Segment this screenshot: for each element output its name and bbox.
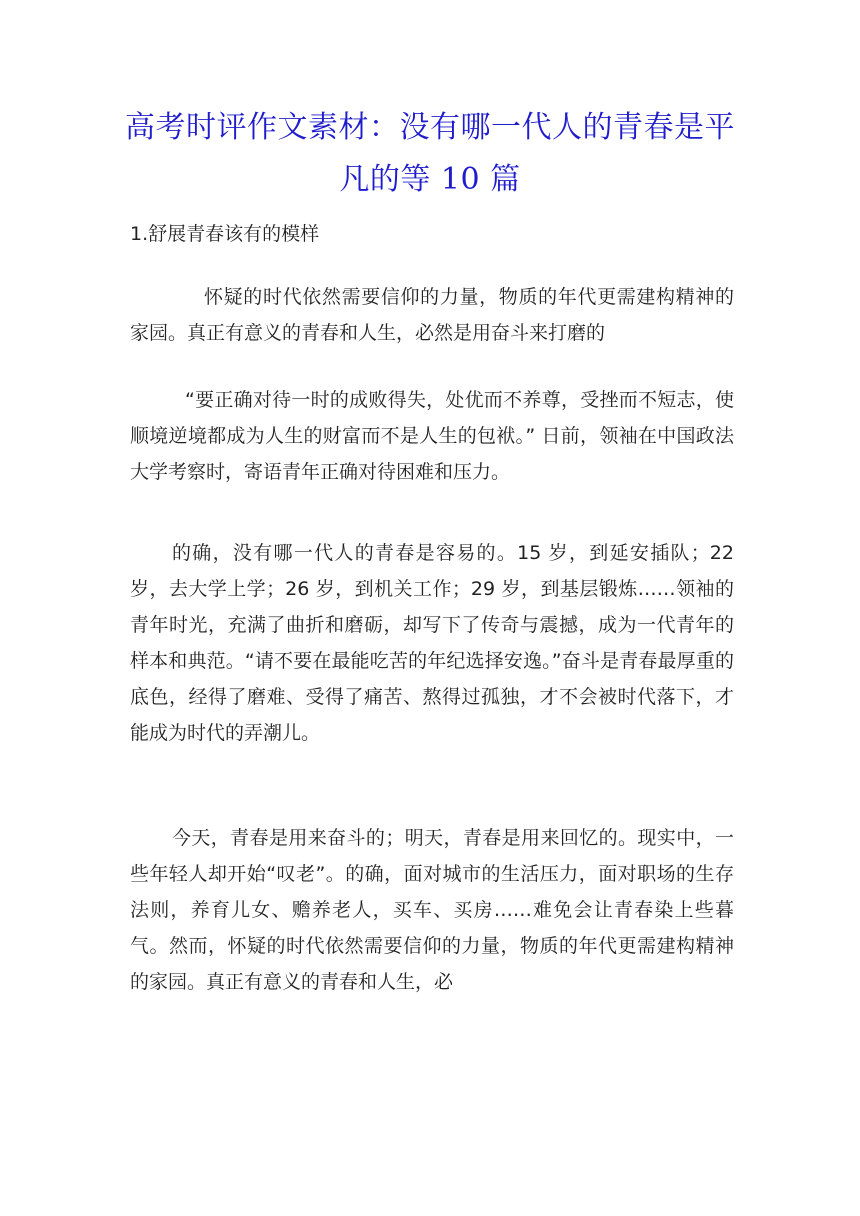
section-heading: 1.舒展青春该有的模样	[130, 223, 320, 245]
paragraph-3: 的确，没有哪一代人的青春是容易的。15 岁，到延安插队；22 岁，去大学上学；26 岁，到机关工作；29 岁，到基层锻炼……领袖的青年时光，充满了曲折和磨砺，却写下了传奇与震撼，成为一代青年的样本和典范。“请不要在最能吃苦的年纪选择安逸。”奋斗是青春最厚重的底色，经得了磨难、受得了痛苦、熬得过孤独，才不会被时代落下，才能成为时代的弄潮儿。	[130, 542, 734, 744]
paragraph-2: “要正确对待一时的成败得失，处优而不养尊，受挫而不短志，使顺境逆境都成为人生的财富而不是人生的包袱。” 日前，领袖在中国政法大学考察时，寄语青年正确对待困难和压力。	[130, 389, 734, 483]
paragraph-1: 怀疑的时代依然需要信仰的力量，物质的年代更需建构精神的家园。真正有意义的青春和人生，必然是用奋斗来打磨的	[130, 286, 734, 344]
paragraph-4: 今天，青春是用来奋斗的；明天，青春是用来回忆的。现实中，一些年轻人却开始“叹老”。的确，面对城市的生活压力，面对职场的生存法则，养育儿女、赡养老人，买车、买房……难免会让青春染上些暮气。然而，怀疑的时代依然需要信仰的力量，物质的年代更需建构精神的家园。真正有意义的青春和人生，必	[130, 827, 734, 993]
document-title: 高考时评作文素材：没有哪一代人的青春是平凡的等 10 篇	[125, 110, 735, 197]
